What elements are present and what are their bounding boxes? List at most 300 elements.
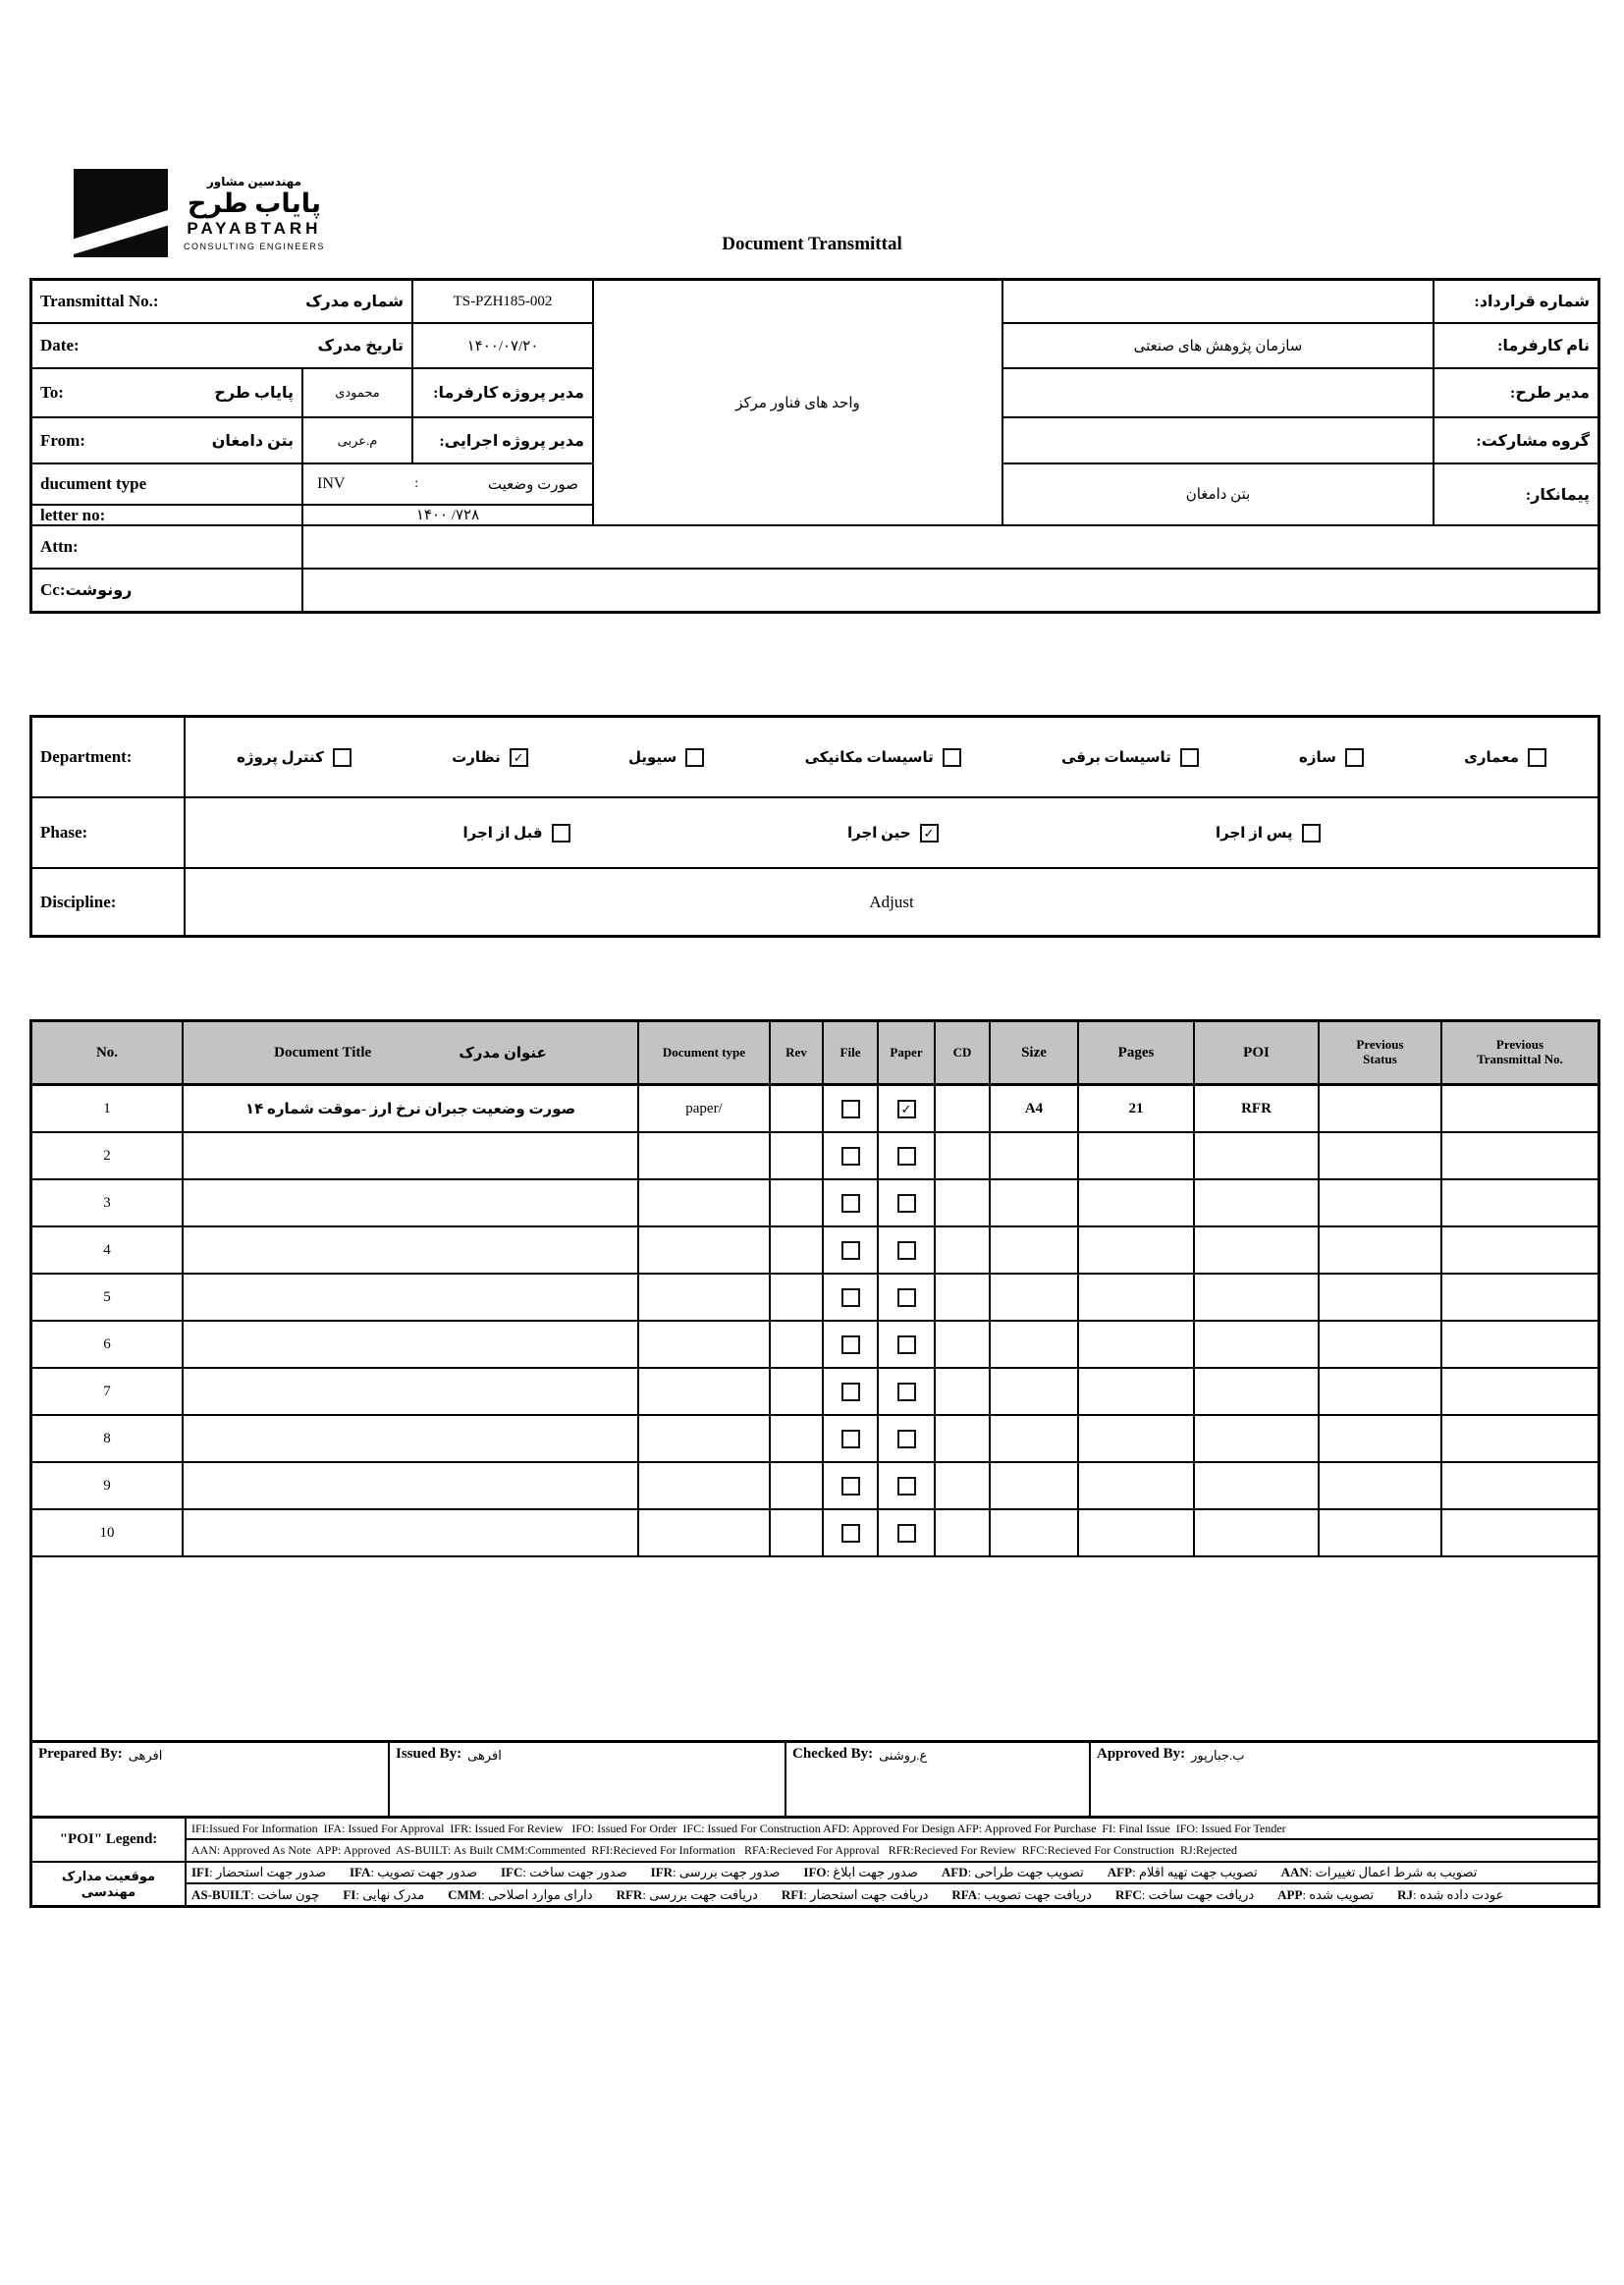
legend-item-code: AFD [941, 1865, 968, 1879]
phase-option [462, 824, 569, 843]
row-no: 10 [32, 1510, 182, 1555]
col-cd: CD [936, 1022, 989, 1083]
poi-legend-fa-line2 [187, 1884, 1597, 1905]
legend-item-text: دارای موارد اصلاحی [487, 1886, 593, 1902]
paper-checkbox[interactable] [897, 1430, 916, 1448]
paper-checkbox[interactable] [897, 1194, 916, 1213]
plan-manager-label: مدیر طرح: [1435, 369, 1597, 416]
department-checkbox[interactable] [685, 748, 704, 767]
logo-en-subtitle: CONSULTING ENGINEERS [184, 242, 325, 252]
row-poi [1195, 1463, 1318, 1508]
file-checkbox[interactable] [841, 1383, 860, 1401]
file-checkbox[interactable] [841, 1477, 860, 1496]
contract-no-value [1003, 281, 1433, 322]
col-previous-transmittal [1442, 1022, 1597, 1083]
legend-item: AFP: تصویب جهت تهیه اقلام [1107, 1865, 1258, 1879]
row-previous-status [1320, 1322, 1440, 1367]
department-options [186, 718, 1597, 796]
department-option-label: معماری [1464, 749, 1519, 766]
row-type [639, 1227, 769, 1273]
row-paper-cell [879, 1416, 934, 1461]
row-cd [936, 1463, 989, 1508]
col-document-type: Document type [639, 1022, 769, 1083]
legend-item-text: دریافت جهت ساخت [1148, 1886, 1255, 1902]
document-type-fa: صورت وضعیت [487, 476, 578, 493]
legend-item-code: IFI [191, 1865, 210, 1879]
row-poi: RFR [1195, 1086, 1318, 1131]
legend-item-code: APP [1277, 1886, 1303, 1902]
row-paper-cell [879, 1180, 934, 1225]
legend-item-text: صدور جهت بررسی [678, 1865, 781, 1879]
discipline-value: Adjust [186, 869, 1597, 935]
transmittal-no-label-cell [32, 281, 411, 322]
letter-no-label: letter no: [32, 506, 301, 524]
department-checkbox[interactable] [1345, 748, 1364, 767]
paper-checkbox[interactable] [897, 1477, 916, 1496]
row-poi [1195, 1133, 1318, 1178]
prepared-by-label: Prepared By: [38, 1746, 123, 1762]
department-option-label: تاسیسات مکانیکی [804, 749, 934, 766]
row-rev [771, 1227, 822, 1273]
row-size [991, 1133, 1077, 1178]
legend-item-code: IFR [650, 1865, 674, 1879]
prepared-by-name: افرهی [128, 1748, 163, 1763]
row-pages [1079, 1416, 1193, 1461]
exec-pm-name: م.عربی [303, 418, 411, 462]
row-pages [1079, 1369, 1193, 1414]
to-cell [32, 369, 301, 416]
col-no: No. [32, 1022, 182, 1083]
row-poi [1195, 1416, 1318, 1461]
document-type-separator: : [414, 476, 419, 491]
row-size [991, 1510, 1077, 1555]
row-type: paper/ [639, 1086, 769, 1131]
legend-item-code: AFP [1107, 1865, 1133, 1879]
client-pm-label: مدیر پروژه کارفرما: [413, 369, 592, 416]
row-pages [1079, 1133, 1193, 1178]
file-checkbox[interactable] [841, 1524, 860, 1543]
exec-pm-label: مدیر پروژه اجرایی: [413, 418, 592, 462]
row-rev [771, 1133, 822, 1178]
department-option [452, 748, 528, 767]
row-no: 4 [32, 1227, 182, 1273]
legend-item: RFI: دریافت جهت استحضار [781, 1886, 929, 1902]
row-no: 8 [32, 1416, 182, 1461]
row-title [184, 1369, 637, 1414]
row-paper-cell [879, 1463, 934, 1508]
row-title [184, 1180, 637, 1225]
file-checkbox[interactable] [841, 1430, 860, 1448]
attn-label: Attn: [32, 526, 301, 568]
paper-checkbox[interactable] [897, 1288, 916, 1307]
row-file-cell [824, 1416, 877, 1461]
letter-no-value: ۱۴۰۰ /۷۲۸ [303, 506, 592, 524]
discipline-label: Discipline: [32, 869, 184, 935]
row-paper-cell [879, 1510, 934, 1555]
row-previous-transmittal [1442, 1227, 1597, 1273]
legend-item-text: تصویب جهت تهیه اقلام [1138, 1865, 1258, 1879]
legend-item-text: مدرک نهایی [362, 1886, 425, 1902]
legend-item-text: صدور جهت تصویب [377, 1865, 477, 1879]
paper-checkbox[interactable] [897, 1335, 916, 1354]
row-poi [1195, 1227, 1318, 1273]
legend-item: IFO: صدور جهت ابلاغ [803, 1865, 918, 1879]
cc-label-cell [32, 570, 301, 611]
row-size [991, 1275, 1077, 1320]
transmittal-no-label-fa: شماره مدرک [305, 294, 404, 310]
row-size [991, 1322, 1077, 1367]
row-pages [1079, 1180, 1193, 1225]
cc-label-en: Cc: [40, 580, 66, 599]
row-rev [771, 1416, 822, 1461]
document-type-label: ducument type [32, 464, 301, 504]
row-no: 1 [32, 1086, 182, 1131]
row-cd [936, 1416, 989, 1461]
legend-item: RFR: دریافت جهت بررسی [616, 1886, 758, 1902]
document-list-section [29, 1019, 1600, 1908]
row-cd [936, 1133, 989, 1178]
prepared-by-cell [32, 1743, 388, 1816]
client-pm-name: محمودی [303, 369, 411, 416]
row-paper-cell [879, 1275, 934, 1320]
to-label: To: [40, 383, 64, 402]
legend-item-code: AS-BUILT [191, 1886, 251, 1902]
legend-item-text: دریافت جهت بررسی [649, 1886, 758, 1902]
paper-checkbox[interactable] [897, 1147, 916, 1166]
client-name-label: نام کارفرما: [1435, 324, 1597, 367]
row-previous-status [1320, 1416, 1440, 1461]
department-table [29, 715, 1600, 938]
department-option [1464, 748, 1546, 767]
legend-item-text: چون ساخت [257, 1886, 320, 1902]
row-cd [936, 1227, 989, 1273]
row-type [639, 1369, 769, 1414]
row-file-cell [824, 1510, 877, 1555]
phase-option [847, 824, 939, 843]
row-file-cell [824, 1180, 877, 1225]
date-label-cell [32, 324, 411, 367]
department-option-label: سیویل [628, 749, 677, 766]
partnership-label: گروه مشارکت: [1435, 418, 1597, 462]
document-table-body [29, 1083, 1600, 1743]
row-cd [936, 1510, 989, 1555]
row-type [639, 1416, 769, 1461]
row-no: 3 [32, 1180, 182, 1225]
header-info-table [29, 278, 1600, 614]
issued-by-label: Issued By: [396, 1746, 462, 1762]
row-cd [936, 1086, 989, 1131]
legend-item-code: IFC [501, 1865, 523, 1879]
row-no: 9 [32, 1463, 182, 1508]
row-pages [1079, 1463, 1193, 1508]
partnership-value [1003, 418, 1433, 462]
logo-fa-tagline: مهندسین مشاور [206, 175, 302, 189]
legend-item-text: صدور جهت استحضار [215, 1865, 326, 1879]
phase-label: Phase: [32, 798, 184, 867]
row-rev [771, 1180, 822, 1225]
legend-item: CMM: دارای موارد اصلاحی [448, 1886, 593, 1902]
col-previous-transmittal-line1: Previous [1495, 1037, 1544, 1053]
row-size [991, 1369, 1077, 1414]
row-rev [771, 1086, 822, 1131]
row-previous-transmittal [1442, 1463, 1597, 1508]
file-checkbox[interactable] [841, 1288, 860, 1307]
legend-item-code: RFC [1114, 1886, 1142, 1902]
row-poi [1195, 1180, 1318, 1225]
row-cd [936, 1275, 989, 1320]
row-type [639, 1463, 769, 1508]
row-no: 5 [32, 1275, 182, 1320]
checked-by-name: ع.روشنی [879, 1748, 928, 1763]
row-no: 7 [32, 1369, 182, 1414]
legend-item: RFC: دریافت جهت ساخت [1114, 1886, 1255, 1902]
row-type [639, 1133, 769, 1178]
row-title [184, 1275, 637, 1320]
department-checkbox[interactable] [1528, 748, 1546, 767]
cc-value [303, 570, 1597, 611]
row-paper-cell [879, 1086, 934, 1131]
row-cd [936, 1369, 989, 1414]
row-previous-transmittal [1442, 1180, 1597, 1225]
legend-item-text: دریافت جهت استحضار [810, 1886, 929, 1902]
col-previous-status-line1: Previous [1356, 1037, 1404, 1053]
row-rev [771, 1322, 822, 1367]
phase-option-label: قبل از اجرا [462, 825, 543, 842]
row-previous-transmittal [1442, 1510, 1597, 1555]
row-rev [771, 1275, 822, 1320]
legend-item-code: RFA [951, 1886, 978, 1902]
legend-item: RFA: دریافت جهت تصویب [951, 1886, 1092, 1902]
file-checkbox[interactable] [841, 1100, 860, 1118]
approved-by-cell [1091, 1743, 1597, 1816]
row-paper-cell [879, 1227, 934, 1273]
department-option [628, 748, 704, 767]
transmittal-no-label-en: Transmittal No.: [40, 292, 159, 310]
department-checkbox[interactable] [510, 748, 528, 767]
from-cell [32, 418, 301, 462]
row-previous-status [1320, 1133, 1440, 1178]
cc-label-fa: رونوشت [65, 582, 133, 599]
legend-item-code: AAN [1280, 1865, 1309, 1879]
to-value: پایاب طرح [214, 385, 294, 402]
legend-item-text: تصویب جهت طراحی [974, 1865, 1084, 1879]
phase-option-label: حین اجرا [846, 825, 911, 842]
client-name-value: سازمان پژوهش های صنعتی [1003, 324, 1433, 367]
checked-by-cell [786, 1743, 1089, 1816]
col-pages: Pages [1079, 1022, 1193, 1083]
file-checkbox[interactable] [841, 1241, 860, 1260]
legend-item-code: RFR [616, 1886, 643, 1902]
legend-item: RJ: عودت داده شده [1397, 1886, 1504, 1902]
row-size: A4 [991, 1086, 1077, 1131]
poi-legend-en-line1: IFI:Issued For Information IFA: Issued For Approval IFR: Issued For Review IFO: Issued For Order IFC: Issued For Construction AFD: Approved For Design AFP: Approved For Purchase FI: Final Issue IFO: Issued For Tender [187, 1819, 1597, 1838]
phase-option-label: پس از اجرا [1216, 825, 1293, 842]
department-label: Department: [32, 718, 184, 796]
row-pages [1079, 1275, 1193, 1320]
date-label-fa: تاریخ مدرک [317, 338, 404, 354]
department-option [237, 748, 352, 767]
row-file-cell [824, 1322, 877, 1367]
legend-item: IFC: صدور جهت ساخت [501, 1865, 627, 1879]
legend-item-code: IFO [803, 1865, 827, 1879]
row-pages [1079, 1510, 1193, 1555]
row-previous-status [1320, 1369, 1440, 1414]
row-file-cell [824, 1133, 877, 1178]
transmittal-no-value: TS-PZH185-002 [413, 281, 592, 322]
row-file-cell [824, 1275, 877, 1320]
paper-checkbox[interactable] [897, 1383, 916, 1401]
row-poi [1195, 1510, 1318, 1555]
legend-item-text: صدور جهت ابلاغ [833, 1865, 918, 1879]
col-paper: Paper [879, 1022, 934, 1083]
phase-option [1216, 824, 1321, 843]
department-option-label: سازه [1299, 749, 1336, 766]
legend-item-text: دریافت جهت تصویب [984, 1886, 1092, 1902]
approved-by-label: Approved By: [1097, 1746, 1186, 1762]
poi-legend-label: "POI" Legend: [32, 1819, 185, 1861]
legend-item-code: RFI [781, 1886, 804, 1902]
row-previous-status [1320, 1180, 1440, 1225]
paper-checkbox[interactable] [897, 1241, 916, 1260]
row-pages [1079, 1227, 1193, 1273]
col-rev: Rev [771, 1022, 822, 1083]
row-previous-transmittal [1442, 1086, 1597, 1131]
notes-empty-area [32, 1557, 1597, 1740]
contractor-value: بتن دامغان [1003, 464, 1433, 524]
legend-item-text: تصویب به شرط اعمال تغییرات [1315, 1865, 1478, 1879]
department-option-label: نظارت [452, 749, 501, 766]
checked-by-label: Checked By: [792, 1746, 874, 1762]
row-rev [771, 1369, 822, 1414]
document-type-value: INV [317, 475, 346, 492]
row-previous-status [1320, 1275, 1440, 1320]
paper-checkbox[interactable] [897, 1524, 916, 1543]
logo-en-name: PAYABTARH [187, 219, 322, 239]
legend-item-text: عودت داده شده [1419, 1886, 1504, 1902]
file-checkbox[interactable] [841, 1147, 860, 1166]
col-previous-status-line2: Status [1363, 1052, 1397, 1066]
issued-by-cell [390, 1743, 785, 1816]
col-previous-status [1320, 1022, 1440, 1083]
row-file-cell [824, 1369, 877, 1414]
row-no: 6 [32, 1322, 182, 1367]
department-checkbox[interactable] [1180, 748, 1199, 767]
department-checkbox[interactable] [333, 748, 352, 767]
paper-checkbox[interactable] [897, 1100, 916, 1118]
row-cd [936, 1180, 989, 1225]
legend-item-code: FI [343, 1886, 356, 1902]
row-poi [1195, 1275, 1318, 1320]
row-type [639, 1510, 769, 1555]
row-rev [771, 1510, 822, 1555]
file-checkbox[interactable] [841, 1335, 860, 1354]
legend-item-text: تصویب شده [1309, 1886, 1375, 1902]
row-previous-status [1320, 1227, 1440, 1273]
legend-item-code: RJ [1397, 1886, 1413, 1902]
department-option [1299, 748, 1364, 767]
legend-item-code: IFA [349, 1865, 371, 1879]
row-poi [1195, 1369, 1318, 1414]
legend-item: APP: تصویب شده [1277, 1886, 1375, 1902]
legend-item: AS-BUILT: چون ساخت [191, 1886, 320, 1902]
row-size [991, 1227, 1077, 1273]
row-paper-cell [879, 1322, 934, 1367]
doc-position-label: موقعیت مدارک مهندسی [32, 1863, 185, 1905]
approved-by-name: ب.جبارپور [1191, 1748, 1245, 1763]
row-title [184, 1227, 637, 1273]
row-title: صورت وضعیت جبران نرخ ارز -موقت شماره ۱۴ [184, 1086, 637, 1131]
legend-item: IFA: صدور جهت تصویب [349, 1865, 477, 1879]
row-title [184, 1416, 637, 1461]
department-checkbox[interactable] [943, 748, 961, 767]
row-previous-transmittal [1442, 1322, 1597, 1367]
department-option-label: کنترل پروژه [237, 749, 324, 766]
phase-checkbox[interactable] [1302, 824, 1321, 843]
legend-item: IFR: صدور جهت بررسی [650, 1865, 781, 1879]
row-size [991, 1180, 1077, 1225]
col-title [184, 1022, 637, 1083]
legend-item-code: CMM [448, 1886, 482, 1902]
department-option [1061, 748, 1199, 767]
row-rev [771, 1463, 822, 1508]
phase-checkbox[interactable] [552, 824, 570, 843]
from-value: بتن دامغان [211, 432, 294, 450]
phase-checkbox[interactable] [920, 824, 939, 843]
legend-item: FI: مدرک نهایی [343, 1886, 425, 1902]
center-unit-cell: واحد های فناور مرکز [594, 281, 1001, 524]
row-file-cell [824, 1227, 877, 1273]
date-value: ۱۴۰۰/۰۷/۲۰ [413, 324, 592, 367]
logo-fa-name: پایاب طرح [187, 189, 321, 218]
contractor-label: پیمانکار: [1435, 464, 1597, 524]
col-size: Size [991, 1022, 1077, 1083]
department-option [805, 748, 961, 767]
poi-legend-fa-line1 [187, 1863, 1597, 1882]
row-pages: 21 [1079, 1086, 1193, 1131]
row-title [184, 1322, 637, 1367]
row-file-cell [824, 1086, 877, 1131]
date-label-en: Date: [40, 336, 80, 354]
row-pages [1079, 1322, 1193, 1367]
row-no: 2 [32, 1133, 182, 1178]
col-previous-transmittal-line2: Transmittal No. [1477, 1052, 1563, 1066]
phase-options [186, 798, 1597, 867]
document-table-header [29, 1019, 1600, 1086]
signature-row [29, 1740, 1600, 1819]
row-file-cell [824, 1463, 877, 1508]
row-title [184, 1510, 637, 1555]
row-previous-status [1320, 1510, 1440, 1555]
file-checkbox[interactable] [841, 1194, 860, 1213]
row-previous-transmittal [1442, 1133, 1597, 1178]
row-previous-transmittal [1442, 1416, 1597, 1461]
issued-by-name: افرهی [467, 1748, 502, 1763]
col-file: File [824, 1022, 877, 1083]
row-type [639, 1322, 769, 1367]
row-title [184, 1463, 637, 1508]
legend-item: AAN: تصویب به شرط اعمال تغییرات [1280, 1865, 1478, 1879]
legend-item: IFI: صدور جهت استحضار [191, 1865, 326, 1879]
row-type [639, 1180, 769, 1225]
from-label: From: [40, 430, 85, 450]
legend-item-text: صدور جهت ساخت [529, 1865, 627, 1879]
row-previous-transmittal [1442, 1275, 1597, 1320]
row-previous-status [1320, 1086, 1440, 1131]
row-paper-cell [879, 1369, 934, 1414]
contract-no-label: شماره قرارداد: [1435, 281, 1597, 322]
row-cd [936, 1322, 989, 1367]
row-previous-transmittal [1442, 1369, 1597, 1414]
